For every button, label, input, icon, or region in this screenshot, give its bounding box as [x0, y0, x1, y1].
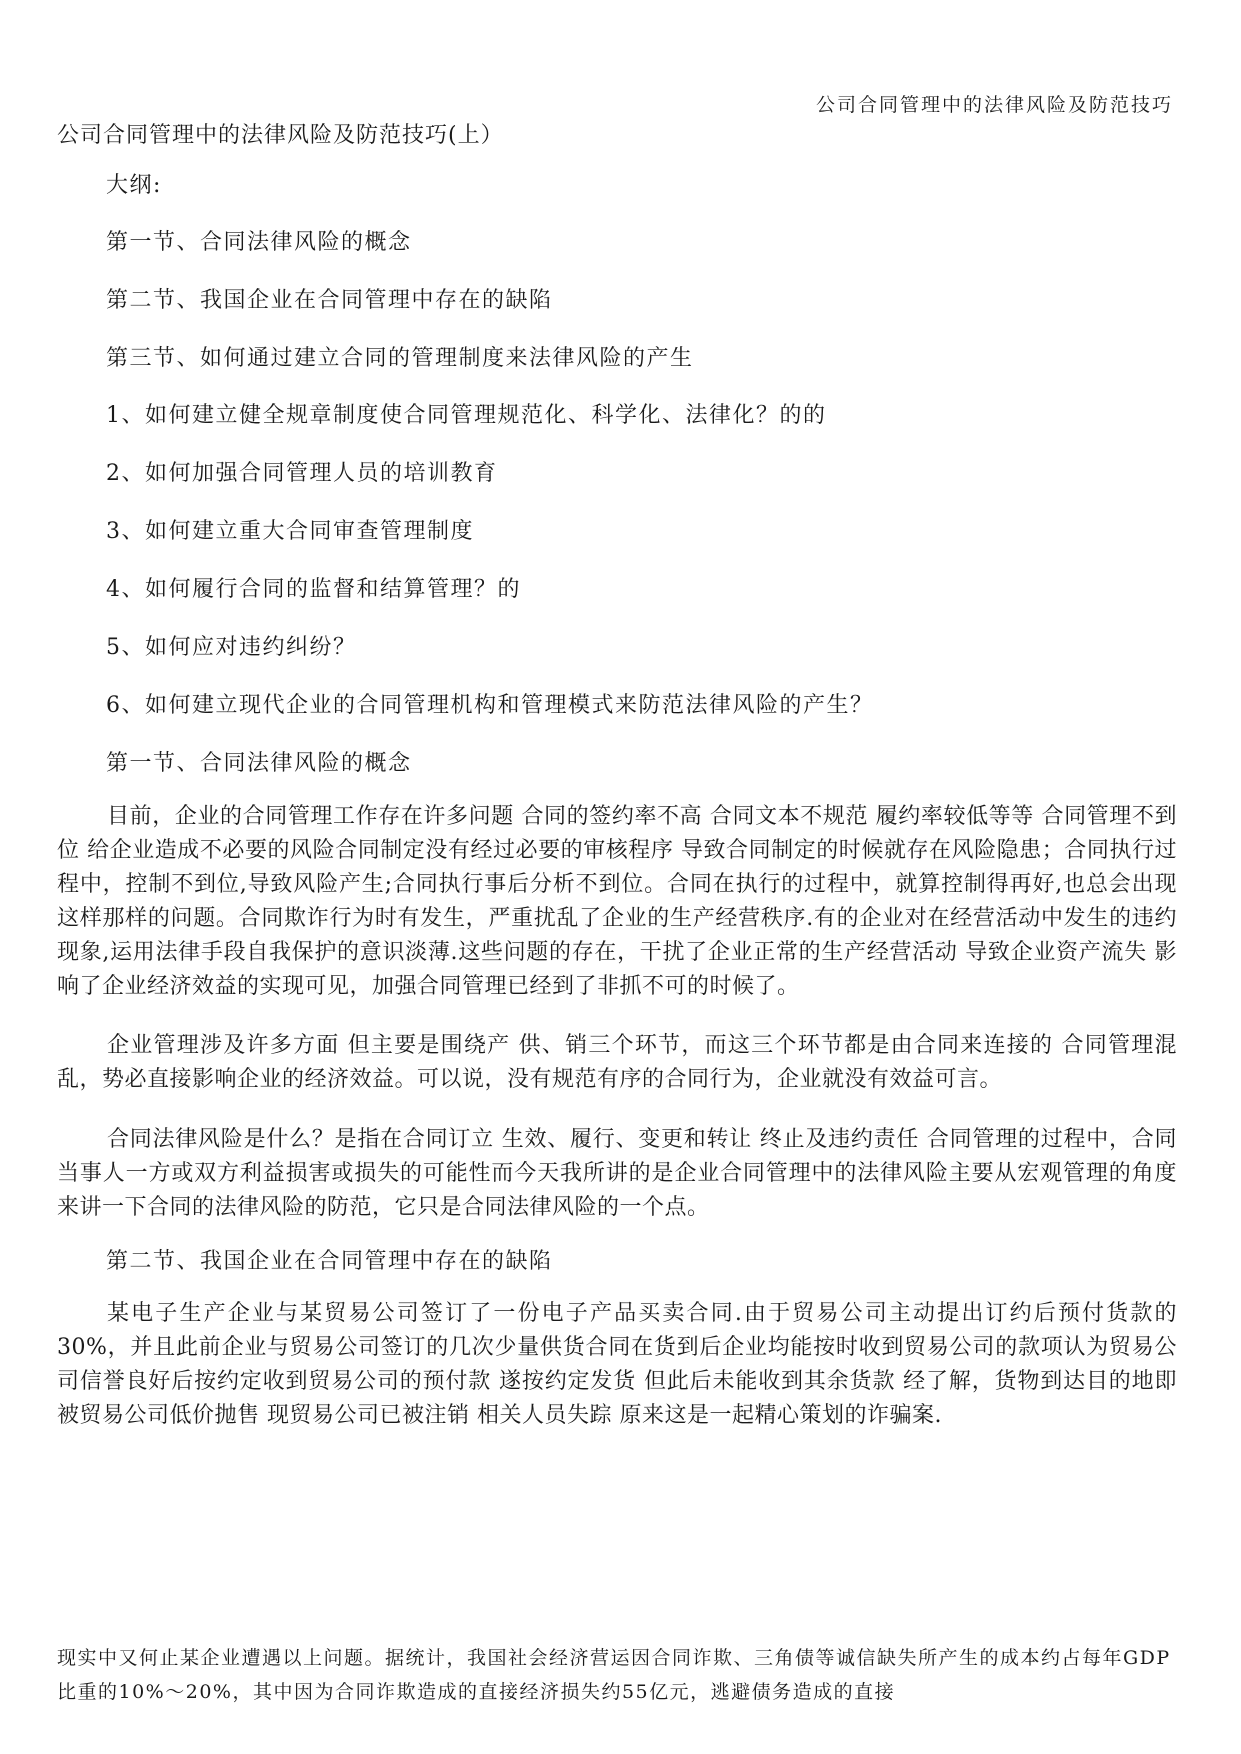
outline-item: 5、如何应对违约纠纷？ — [106, 635, 357, 660]
body-paragraph: 企业管理涉及许多方面 但主要是围绕产 供、销三个环节，而这三个环节都是由合同来连接的 合同管理混乱，势必直接影响企业的经济效益。可以说，没有规范有序的合同行为，企业就没有效益可言。 — [57, 1033, 1177, 1092]
section-heading: 第二节、我国企业在合同管理中存在的缺陷 — [106, 1249, 553, 1274]
outline-label: 大纲: — [106, 173, 162, 198]
outline-item: 2、如何加强合同管理人员的培训教育 — [106, 461, 498, 486]
outline-item: 1、如何建立健全规章制度使合同管理规范化、科学化、法律化？的的 — [106, 403, 827, 428]
body-paragraph: 合同法律风险是什么？是指在合同订立 生效、履行、变更和转让 终止及违约责任 合同管理的过程中，合同当事人一方或双方利益损害或损失的可能性而今天我所讲的是企业合同管理中的法律风险主要从宏观管理的角度来讲一下合同的法律风险的防范，它只是合同法律风险的一个点。 — [57, 1127, 1177, 1220]
outline-item: 第二节、我国企业在合同管理中存在的缺陷 — [106, 288, 553, 313]
running-header: 公司合同管理中的法律风险及防范技巧 — [815, 94, 1173, 116]
body-paragraph: 某电子生产企业与某贸易公司签订了一份电子产品买卖合同.由于贸易公司主动提出订约后预付货款的30%，并且此前企业与贸易公司签订的几次少量供货合同在货到后企业均能按时收到贸易公司的款项认为贸易公司信誉良好后按约定收到贸易公司的预付款 遂按约定发货 但此后未能收到其余货款 经了解，货物到达目的地即被贸易公司低价抛售 现贸易公司已被注销 相关人员失踪 原来这是一起精心策划的诈骗案. — [57, 1301, 1177, 1428]
outline-item: 3、如何建立重大合同审查管理制度 — [106, 519, 474, 544]
body-paragraph: 目前，企业的合同管理工作存在许多问题 合同的签约率不高 合同文本不规范 履约率较低等等 合同管理不到位 给企业造成不必要的风险合同制定没有经过必要的审核程序 导致合同制定的时候就存在风险隐患；合同执行过程中，控制不到位,导致风险产生;合同执行事后分析不到位。合同在执行的过程中，就算控制得再好,也总会出现这样那样的问题。合同欺诈行为时有发生，严重扰乱了企业的生产经营秩序.有的企业对在经营活动中发生的违约现象,运用法律手段自我保护的意识淡薄.这些问题的存在，干扰了企业正常的生产经营活动 导致企业资产流失 影响了企业经济效益的实现可见，加强合同管理已经到了非抓不可的时候了。 — [57, 804, 1177, 999]
document-title: 公司合同管理中的法律风险及防范技巧(上） — [57, 123, 504, 148]
body-paragraph: 现实中又何止某企业遭遇以上问题。据统计，我国社会经济营运因合同诈欺、三角债等诚信缺失所产生的成本约占每年GDP比重的10%～20%，其中因为合同诈欺造成的直接经济损失约55亿元，逃避债务造成的直接 — [57, 1647, 1171, 1703]
outline-item: 第一节、合同法律风险的概念 — [106, 230, 412, 255]
section-heading: 第一节、合同法律风险的概念 — [106, 751, 412, 776]
outline-item: 6、如何建立现代企业的合同管理机构和管理模式来防范法律风险的产生？ — [106, 693, 874, 718]
outline-item: 4、如何履行合同的监督和结算管理？的 — [106, 577, 521, 602]
outline-item: 第三节、如何通过建立合同的管理制度来法律风险的产生 — [106, 346, 694, 371]
